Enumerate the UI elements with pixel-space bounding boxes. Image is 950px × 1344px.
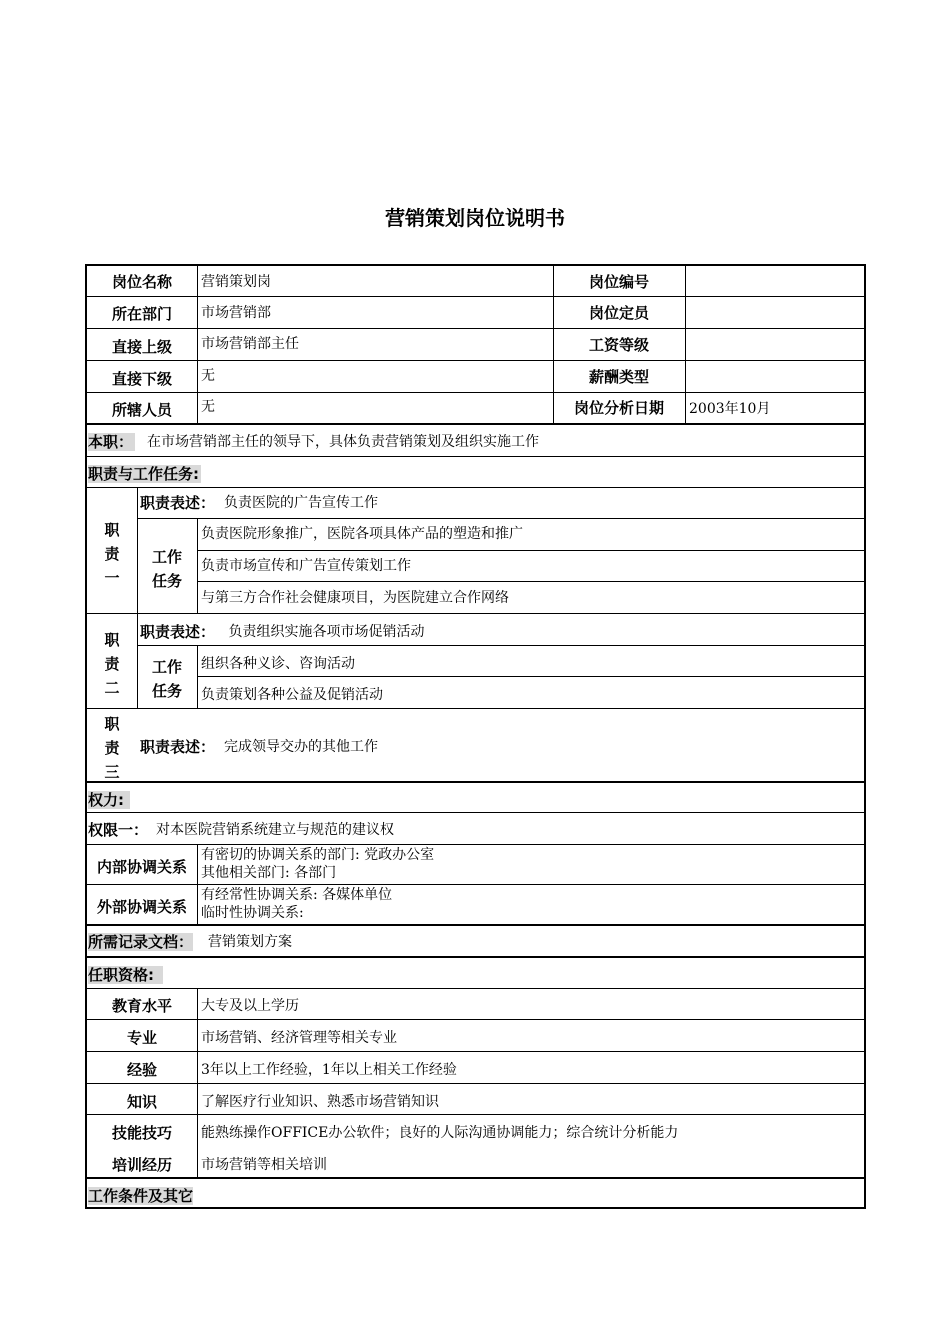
major-value: 市场营销、经济管理等相关专业: [201, 1030, 397, 1046]
training-label: 培训经历: [111, 1156, 172, 1174]
row-divider: [87, 844, 864, 845]
row-divider: [87, 1114, 864, 1115]
records-text: 营销策划方案: [208, 934, 292, 950]
row-divider: [87, 392, 864, 393]
column-divider: [197, 518, 198, 613]
row-divider: [87, 708, 864, 709]
knowledge-label: 知识: [126, 1093, 157, 1111]
row-divider: [87, 456, 864, 457]
training-value: 市场营销等相关培训: [201, 1157, 327, 1173]
experience-label: 经验: [126, 1061, 157, 1079]
row-divider: [87, 1051, 864, 1052]
position-code-label: 岗位编号: [588, 273, 649, 291]
subordinate-value: 无: [201, 368, 215, 384]
external-coordination-line-2: 临时性协调关系:: [201, 905, 304, 921]
subordinate-label: 直接下级: [111, 370, 172, 388]
internal-coordination-line-1: 有密切的协调关系的部门: 党政办公室: [201, 847, 435, 863]
row-divider: [197, 550, 864, 551]
qualifications-section-label: 任职资格:: [88, 966, 163, 984]
managed-staff-label: 所辖人员: [111, 401, 172, 419]
duty-label: 本职：: [88, 433, 134, 451]
column-divider: [197, 844, 198, 924]
r1-task-label: 工作 任务: [151, 548, 182, 590]
row-divider: [87, 613, 864, 614]
column-divider: [197, 988, 198, 1177]
row-divider: [87, 988, 864, 989]
internal-coordination-line-2: 其他相关部门: 各部门: [201, 865, 337, 881]
experience-value: 3年以上工作经验，1年以上相关工作经验: [201, 1062, 457, 1078]
salary-grade-label: 工资等级: [588, 336, 649, 354]
authority-section-label: 权力:: [88, 791, 130, 809]
department-label: 所在部门: [111, 305, 172, 323]
r2-task-label: 工作 任务: [151, 658, 182, 700]
r1-task-1: 负责医院形象推广，医院各项具体产品的塑造和推广: [201, 526, 523, 542]
authority-limit-text: 对本医院营销系统建立与规范的建议权: [156, 822, 394, 838]
duty-text: 在市场营销部主任的领导下，具体负责营销策划及组织实施工作: [147, 434, 539, 450]
external-coordination-label: 外部协调关系: [96, 898, 187, 916]
pay-type-label: 薪酬类型: [588, 368, 649, 386]
row-divider: [87, 296, 864, 297]
analysis-date-value: 2003年10月: [689, 401, 771, 417]
managed-staff-value: 无: [201, 399, 215, 415]
section-divider: [87, 423, 864, 425]
row-divider: [87, 360, 864, 361]
education-label: 教育水平: [111, 997, 172, 1015]
headcount-label: 岗位定员: [588, 304, 649, 322]
row-divider: [87, 884, 864, 885]
r2-statement-text: 负责组织实施各项市场促销活动: [224, 624, 425, 640]
r2-task-2: 负责策划各种公益及促销活动: [201, 687, 383, 703]
row-divider: [87, 812, 864, 813]
skills-label: 技能技巧: [111, 1124, 172, 1142]
records-label: 所需记录文档：: [88, 933, 194, 951]
internal-coordination-label: 内部协调关系: [96, 858, 187, 876]
section-divider: [87, 1177, 864, 1179]
row-divider: [87, 328, 864, 329]
responsibility-1-label: 职 责 一: [104, 521, 120, 587]
r3-statement-label: 职责表述：: [140, 738, 216, 756]
authority-limit-label: 权限一：: [88, 821, 149, 839]
education-value: 大专及以上学历: [201, 998, 299, 1014]
section-divider: [87, 781, 864, 783]
r1-statement-label: 职责表述：: [140, 494, 216, 512]
row-divider: [197, 676, 864, 677]
major-label: 专业: [126, 1029, 157, 1047]
r3-statement-text: 完成领导交办的其他工作: [224, 739, 378, 755]
row-divider: [87, 1083, 864, 1084]
external-coordination-line-1: 有经常性协调关系: 各媒体单位: [201, 887, 393, 903]
row-divider: [87, 487, 864, 488]
knowledge-value: 了解医疗行业知识、熟悉市场营销知识: [201, 1094, 439, 1110]
superior-value: 市场营销部主任: [201, 336, 299, 352]
responsibility-3-label: 职 责 三: [104, 715, 120, 781]
superior-label: 直接上级: [111, 338, 172, 356]
position-name-value: 营销策划岗: [201, 274, 271, 290]
r2-statement-label: 职责表述：: [140, 623, 216, 641]
row-divider: [87, 1019, 864, 1020]
r1-task-2: 负责市场宣传和广告宣传策划工作: [201, 558, 411, 574]
r1-statement-text: 负责医院的广告宣传工作: [224, 495, 378, 511]
job-description-table: [85, 264, 866, 1209]
page-title: 营销策划岗位说明书: [385, 206, 565, 230]
row-divider: [137, 645, 864, 646]
row-divider: [137, 518, 864, 519]
r2-task-1: 组织各种义诊、咨询活动: [201, 656, 355, 672]
r1-task-3: 与第三方合作社会健康项目，为医院建立合作网络: [201, 590, 509, 606]
work-conditions-label: 工作条件及其它: [88, 1187, 194, 1205]
responsibilities-section-label: 职责与工作任务:: [88, 465, 199, 483]
analysis-date-label: 岗位分析日期: [573, 399, 664, 417]
section-divider: [87, 924, 864, 926]
column-divider: [197, 645, 198, 708]
responsibility-2-label: 职 责 二: [104, 631, 120, 697]
section-divider: [87, 956, 864, 958]
row-divider: [197, 581, 864, 582]
column-divider: [197, 266, 198, 423]
department-value: 市场营销部: [201, 305, 271, 321]
column-divider: [685, 266, 686, 423]
position-name-label: 岗位名称: [111, 273, 172, 291]
skills-value: 能熟练操作OFFICE办公软件；良好的人际沟通协调能力；综合统计分析能力: [201, 1125, 679, 1141]
